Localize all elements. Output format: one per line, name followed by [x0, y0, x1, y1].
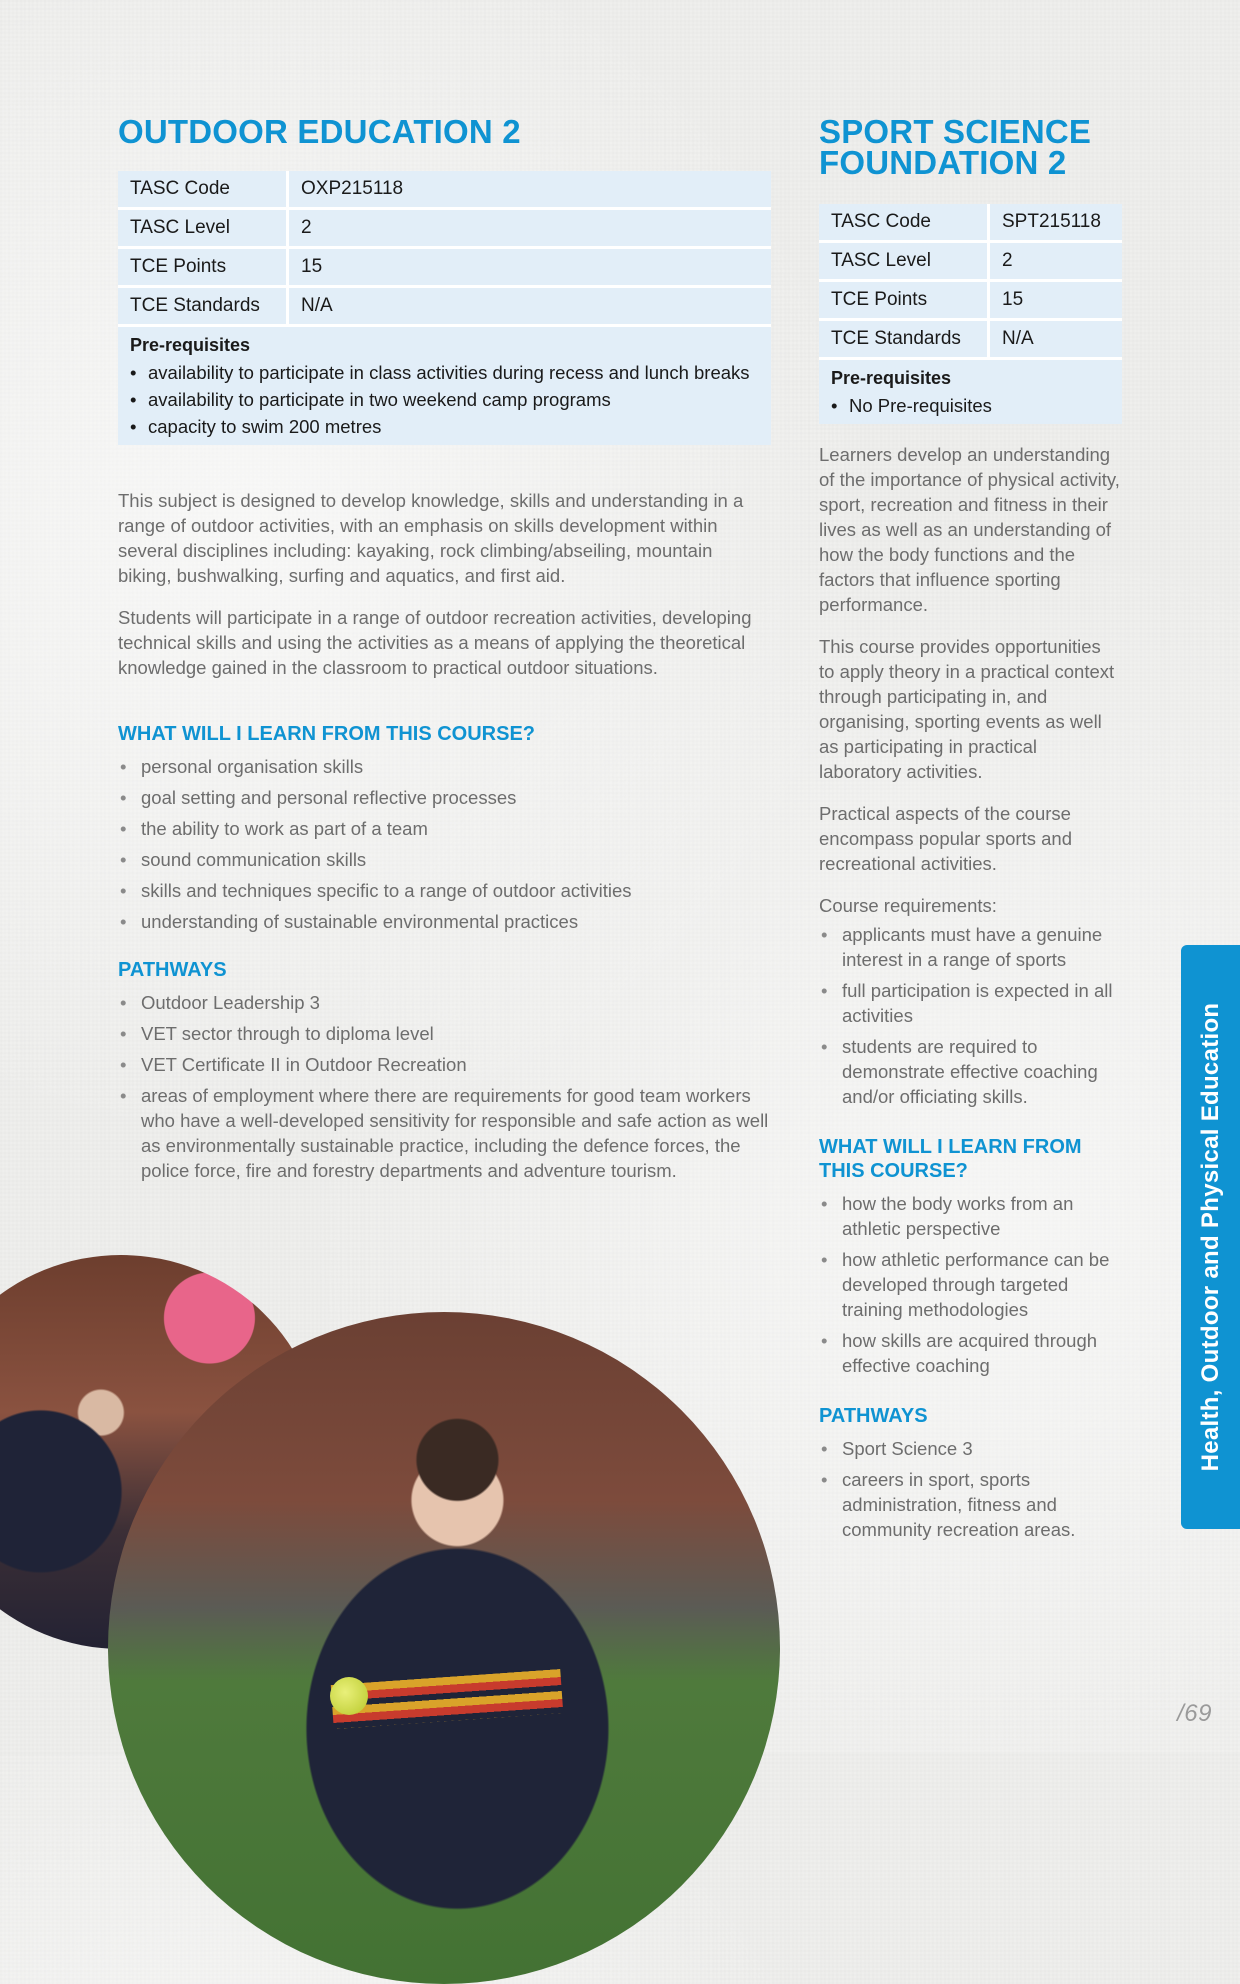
requirements-intro: Course requirements:: [819, 895, 997, 916]
info-row: [118, 249, 771, 285]
list-item: • availability to participate in two weekend camp programs: [130, 389, 759, 410]
info-row: [819, 321, 1122, 357]
prerequisites-box: [118, 327, 771, 445]
info-value: OXP215118: [289, 171, 771, 207]
info-key: TCE Points: [118, 249, 286, 285]
info-row: [118, 171, 771, 207]
list-item: • students are required to demonstrate effective coaching and/or officiating skills.: [819, 1034, 1121, 1109]
list-item: • Outdoor Leadership 3: [118, 990, 770, 1015]
list-item: • areas of employment where there are requirements for good team workers who have a well-developed sensitivity for responsible and safe action as well as environmentally sustainable practice, including the defence forces, the police force, fire and forestry departments and adventure tourism.: [118, 1083, 770, 1183]
outdoor-learn-heading: WHAT WILL I LEARN FROM THIS COURSE?: [118, 723, 536, 745]
page-number: /69: [1177, 1700, 1212, 1727]
sport-info-table: [819, 204, 1122, 424]
outdoor-body: [118, 488, 770, 1189]
info-row: [118, 210, 771, 246]
info-row: [819, 204, 1122, 240]
info-value: SPT215118: [990, 204, 1122, 240]
list-item: • goal setting and personal reflective processes: [118, 785, 770, 810]
outdoor-title: OUTDOOR EDUCATION 2: [118, 113, 521, 150]
list-item: • applicants must have a genuine interest in a range of sports: [819, 922, 1121, 972]
sport-pathways-list: [819, 1436, 1121, 1542]
info-value: 2: [289, 210, 771, 246]
paragraph: This course provides opportunities to apply theory in a practical context through participating in, and organising, sporting events as well as participating in practical laboratory activities.: [819, 636, 1115, 782]
sport-learn-heading: WHAT WILL I LEARN FROM THIS COURSE?: [819, 1136, 1082, 1182]
sport-title: SPORT SCIENCE FOUNDATION 2: [819, 113, 1092, 181]
list-item: • capacity to swim 200 metres: [130, 416, 759, 437]
info-value: N/A: [990, 321, 1122, 357]
list-item: • VET sector through to diploma level: [118, 1021, 770, 1046]
prerequisites-title: Pre-requisites: [831, 368, 952, 388]
requirements-list: [819, 922, 1121, 1109]
list-item: • sound communication skills: [118, 847, 770, 872]
prerequisites-list: [130, 362, 759, 437]
list-item: • how the body works from an athletic perspective: [819, 1191, 1121, 1241]
list-item: • full participation is expected in all activities: [819, 978, 1121, 1028]
info-value: 2: [990, 243, 1122, 279]
tennis-ball: [330, 1677, 368, 1715]
list-item: • No Pre-requisites: [831, 395, 1110, 416]
outdoor-learn-list: [118, 754, 770, 934]
info-key: TCE Standards: [819, 321, 987, 357]
paragraph: Students will participate in a range of outdoor recreation activities, developing technical skills and using the activities as a means of applying the theoretical knowledge gained in the classroom to practical outdoor situations.: [118, 607, 752, 678]
paragraph: Practical aspects of the course encompass popular sports and recreational activities.: [819, 803, 1072, 874]
list-item: • how skills are acquired through effective coaching: [819, 1328, 1121, 1378]
info-row: [118, 288, 771, 324]
prerequisites-title: Pre-requisites: [130, 335, 251, 355]
tennis-student-photo: [108, 1312, 780, 1984]
info-value: 15: [990, 282, 1122, 318]
list-item: • availability to participate in class activities during recess and lunch breaks: [130, 362, 759, 383]
outdoor-pathways-list: [118, 990, 770, 1183]
prerequisites-list: [831, 395, 1110, 416]
paragraph: Learners develop an understanding of the importance of physical activity, sport, recreation and fitness in their lives as well as an understanding of how the body functions and the factors that influence sporting performance.: [819, 444, 1120, 615]
list-item: • VET Certificate II in Outdoor Recreation: [118, 1052, 770, 1077]
paragraph: This subject is designed to develop knowledge, skills and understanding in a range of outdoor activities, with an emphasis on skills development within several disciplines including: kayaking, rock climbing/abseiling, mountain biking, bushwalking, surfing and aquatics, and first aid.: [118, 490, 744, 586]
info-row: [819, 243, 1122, 279]
sport-body: [819, 442, 1121, 1548]
info-key: TASC Level: [819, 243, 987, 279]
sport-learn-list: [819, 1191, 1121, 1378]
info-key: TASC Code: [118, 171, 286, 207]
info-value: 15: [289, 249, 771, 285]
outdoor-info-table: [118, 171, 771, 445]
section-side-tab: [1181, 945, 1240, 1529]
info-key: TASC Code: [819, 204, 987, 240]
sport-pathways-heading: PATHWAYS: [819, 1405, 928, 1427]
info-value: N/A: [289, 288, 771, 324]
outdoor-pathways-heading: PATHWAYS: [118, 959, 227, 981]
info-row: [819, 282, 1122, 318]
info-key: TCE Standards: [118, 288, 286, 324]
info-key: TASC Level: [118, 210, 286, 246]
list-item: • how athletic performance can be developed through targeted training methodologies: [819, 1247, 1121, 1322]
prerequisites-box: [819, 360, 1122, 424]
list-item: • the ability to work as part of a team: [118, 816, 770, 841]
list-item: • skills and techniques specific to a range of outdoor activities: [118, 878, 770, 903]
list-item: • careers in sport, sports administration, fitness and community recreation areas.: [819, 1467, 1121, 1542]
section-side-tab-label: Health, Outdoor and Physical Education: [1196, 1002, 1224, 1472]
list-item: • understanding of sustainable environmental practices: [118, 909, 770, 934]
list-item: • Sport Science 3: [819, 1436, 1121, 1461]
info-key: TCE Points: [819, 282, 987, 318]
list-item: • personal organisation skills: [118, 754, 770, 779]
